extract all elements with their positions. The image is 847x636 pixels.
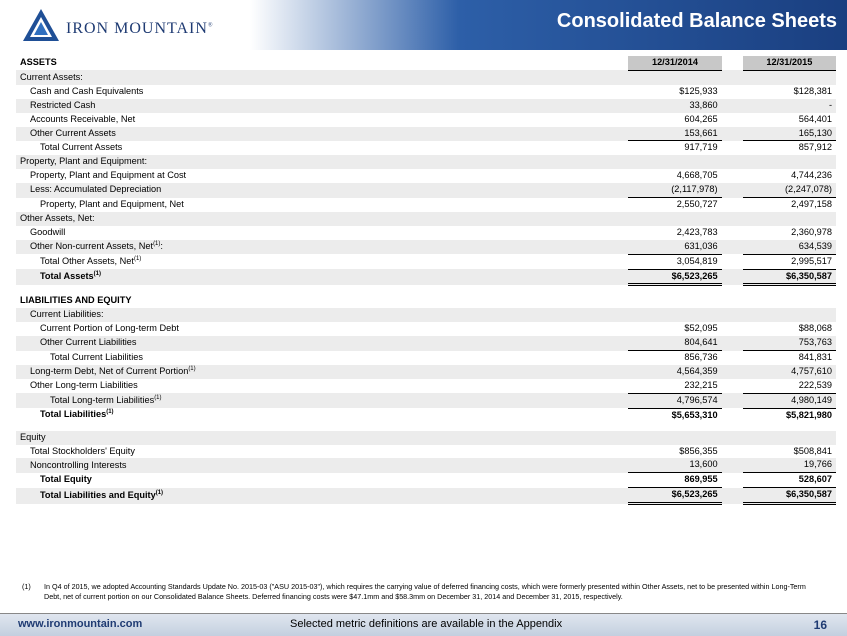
column-gap xyxy=(722,423,743,431)
column-gap xyxy=(722,408,743,422)
table-row xyxy=(16,169,836,183)
value-2014: 3,054,819 xyxy=(628,254,721,269)
value-2014: 917,719 xyxy=(684,142,718,153)
table-header-row xyxy=(16,56,836,70)
row-label: Total Stockholders' Equity xyxy=(30,445,135,456)
row-label: Other Current Assets xyxy=(16,127,628,141)
balance-sheet-table xyxy=(16,56,836,505)
column-gap xyxy=(722,85,743,99)
value-2014: $5,653,310 xyxy=(671,409,718,420)
mountain-logo-icon xyxy=(22,8,60,42)
value-2015: 4,744,236 xyxy=(791,170,832,181)
column-gap xyxy=(722,254,743,269)
table-row xyxy=(16,365,836,379)
table-row xyxy=(16,212,836,226)
column-gap xyxy=(722,155,743,169)
row-label: Other Long-term Liabilities xyxy=(30,380,138,391)
row-label: Other Assets, Net: xyxy=(16,212,628,226)
table-row xyxy=(16,473,836,488)
website-link[interactable]: www.ironmountain.com xyxy=(18,618,143,630)
value-2014: 153,661 xyxy=(628,127,721,141)
column-gap xyxy=(722,169,743,183)
row-label: Property, Plant and Equipment, Net xyxy=(40,198,184,209)
value-2014: 804,641 xyxy=(628,336,721,350)
value-2015: $508,841 xyxy=(793,445,832,456)
column-gap xyxy=(722,294,743,308)
column-gap xyxy=(722,431,743,445)
row-label: Less: Accumulated Depreciation xyxy=(16,183,628,197)
row-label: Total Current Assets xyxy=(40,142,123,153)
value-2014 xyxy=(628,308,721,322)
value-2015 xyxy=(743,155,836,169)
row-label: Goodwill xyxy=(30,226,66,237)
slide-footer xyxy=(0,613,847,636)
table-row xyxy=(16,127,836,141)
value-2015: 841,831 xyxy=(798,352,832,363)
value-2015 xyxy=(743,70,836,84)
value-2015 xyxy=(743,423,836,431)
value-2014 xyxy=(628,294,721,308)
column-gap xyxy=(722,183,743,197)
column-gap xyxy=(722,99,743,113)
value-2014: 33,860 xyxy=(628,99,721,113)
column-gap xyxy=(722,70,743,84)
column-gap xyxy=(722,458,743,472)
value-2015: - xyxy=(743,99,836,113)
table-row xyxy=(16,240,836,254)
row-label: Accounts Receivable, Net xyxy=(30,113,136,124)
slide-header xyxy=(0,0,847,50)
value-2015: $5,821,980 xyxy=(786,409,832,420)
row-label: Current Assets: xyxy=(16,70,628,84)
value-2015: $6,350,587 xyxy=(743,269,836,285)
table-row xyxy=(16,408,836,422)
value-2015: 528,607 xyxy=(743,473,836,488)
value-2015: 19,766 xyxy=(743,458,836,472)
value-2014: 2,423,783 xyxy=(676,226,718,237)
value-2015: 2,995,517 xyxy=(743,254,836,269)
value-2014: $125,933 xyxy=(679,85,718,96)
column-gap xyxy=(722,351,743,365)
page-number: 16 xyxy=(813,618,827,632)
value-2014 xyxy=(628,155,721,169)
row-label: Noncontrolling Interests xyxy=(16,458,628,472)
value-2014: 232,215 xyxy=(628,379,721,393)
column-gap xyxy=(722,127,743,141)
page-title: Consolidated Balance Sheets xyxy=(556,10,837,32)
value-2015 xyxy=(743,294,836,308)
table-row xyxy=(16,285,836,295)
table-row xyxy=(16,183,836,197)
column-gap xyxy=(722,336,743,350)
row-label: Total Liabilities$^{(1)}$ xyxy=(40,409,114,420)
logo-wordmark: IRON MOUNTAIN® xyxy=(66,20,214,37)
value-2015: 857,912 xyxy=(798,142,832,153)
row-label: Total Liabilities and Equity$^{(1)}$ xyxy=(16,488,628,504)
column-gap xyxy=(722,379,743,393)
row-label: Other Current Liabilities xyxy=(16,336,628,350)
value-2015 xyxy=(743,308,836,322)
value-2015: (2,247,078) xyxy=(743,183,836,197)
table-row xyxy=(16,99,836,113)
value-2014: $6,523,265 xyxy=(628,269,721,285)
row-label xyxy=(16,285,628,295)
table-row xyxy=(16,488,836,504)
value-2015: 2,497,158 xyxy=(791,199,832,210)
column-gap xyxy=(722,269,743,285)
value-2015: 564,401 xyxy=(798,113,832,124)
table-row xyxy=(16,336,836,350)
row-label: Property, Plant and Equipment: xyxy=(16,155,628,169)
value-2015: 634,539 xyxy=(743,240,836,254)
table-row xyxy=(16,155,836,169)
value-2014: 4,668,705 xyxy=(676,170,718,181)
value-2014: 856,736 xyxy=(684,352,718,363)
column-gap xyxy=(722,322,743,336)
row-label: Total Long-term Liabilities$^{(1)}$ xyxy=(16,393,628,408)
footer-note: Selected metric definitions are available in the Appendix xyxy=(290,618,563,630)
table-row xyxy=(16,85,836,99)
table-row xyxy=(16,445,836,459)
row-label: Total Current Liabilities xyxy=(50,351,143,362)
value-2015 xyxy=(743,212,836,226)
table-row xyxy=(16,269,836,285)
row-label: Total Assets$^{(1)}$ xyxy=(16,269,628,285)
column-gap xyxy=(722,365,743,379)
table-row xyxy=(16,198,836,212)
row-label: Total Equity xyxy=(40,474,92,485)
row-label: Long-term Debt, Net of Current Portion$^{(1)}$ xyxy=(16,365,628,379)
row-label: Equity xyxy=(16,431,628,445)
row-label: Total Other Assets, Net$^{(1)}$ xyxy=(40,255,142,266)
value-2014: 869,955 xyxy=(628,473,721,488)
row-label: Other Non-current Assets, Net$^{(1)}$: xyxy=(16,240,628,254)
table-row xyxy=(16,294,836,308)
table-row xyxy=(16,308,836,322)
value-2014: 2,550,727 xyxy=(676,199,718,210)
value-2014: 4,564,359 xyxy=(628,365,721,379)
table-row xyxy=(16,379,836,393)
value-2015: 222,539 xyxy=(743,379,836,393)
table-row xyxy=(16,393,836,408)
table-row xyxy=(16,113,836,127)
table-row xyxy=(16,70,836,84)
column-gap xyxy=(722,226,743,240)
row-label: ASSETS xyxy=(20,57,57,68)
column-gap xyxy=(722,141,743,155)
table-row xyxy=(16,458,836,472)
value-2015: 165,130 xyxy=(743,127,836,141)
value-2014: 631,036 xyxy=(628,240,721,254)
value-2014: 12/31/2014 xyxy=(628,56,721,70)
row-label: Property, Plant and Equipment at Cost xyxy=(30,170,187,181)
value-2015 xyxy=(743,285,836,295)
value-2014 xyxy=(628,70,721,84)
value-2015: 4,757,610 xyxy=(743,365,836,379)
value-2014: $52,095 xyxy=(684,323,718,334)
row-label: Cash and Cash Equivalents xyxy=(30,85,144,96)
value-2015: 12/31/2015 xyxy=(743,56,836,70)
value-2015: $6,350,587 xyxy=(743,488,836,504)
column-gap xyxy=(722,113,743,127)
value-2014: 604,265 xyxy=(684,113,718,124)
row-label: Current Liabilities: xyxy=(16,308,628,322)
column-gap xyxy=(722,308,743,322)
value-2015: 753,763 xyxy=(743,336,836,350)
row-label: Current Portion of Long-term Debt xyxy=(40,323,179,334)
row-label: LIABILITIES AND EQUITY xyxy=(20,295,132,306)
column-gap xyxy=(722,473,743,488)
table-row xyxy=(16,423,836,431)
column-gap xyxy=(722,212,743,226)
footnote-number: (1) xyxy=(22,582,31,591)
value-2014: 13,600 xyxy=(628,458,721,472)
value-2015: $128,381 xyxy=(793,85,832,96)
value-2014 xyxy=(628,423,721,431)
value-2015 xyxy=(743,431,836,445)
value-2015: 2,360,978 xyxy=(791,226,832,237)
row-label xyxy=(16,423,628,431)
column-gap xyxy=(722,393,743,408)
column-gap xyxy=(722,56,743,70)
value-2014: 4,796,574 xyxy=(628,393,721,408)
table-row xyxy=(16,141,836,155)
table-row xyxy=(16,351,836,365)
value-2014: $6,523,265 xyxy=(628,488,721,504)
row-label: Restricted Cash xyxy=(16,99,628,113)
value-2014 xyxy=(628,285,721,295)
column-gap xyxy=(722,198,743,212)
footnote-text: In Q4 of 2015, we adopted Accounting Standards Update No. 2015-03 ("ASU 2015-03"), which requires the carrying value of deferred financing costs, which were formerly presented within Other Assets, net to be presented within Long-Term Debt, net of current portion on our Consolidated Balance Sheets. Deferred financing costs were $47.1mm and $58.3mm on December 31, 2014 and December 31, 2015, respectively. xyxy=(44,582,806,601)
column-gap xyxy=(722,240,743,254)
column-gap xyxy=(722,488,743,504)
value-2014 xyxy=(628,431,721,445)
value-2015: 4,980,149 xyxy=(743,393,836,408)
column-gap xyxy=(722,285,743,295)
value-2014: (2,117,978) xyxy=(628,183,721,197)
table-row xyxy=(16,431,836,445)
table-row xyxy=(16,226,836,240)
value-2015: $88,068 xyxy=(798,323,832,334)
table-row xyxy=(16,322,836,336)
column-gap xyxy=(722,445,743,459)
value-2014 xyxy=(628,212,721,226)
table-row xyxy=(16,254,836,269)
value-2014: $856,355 xyxy=(679,445,718,456)
